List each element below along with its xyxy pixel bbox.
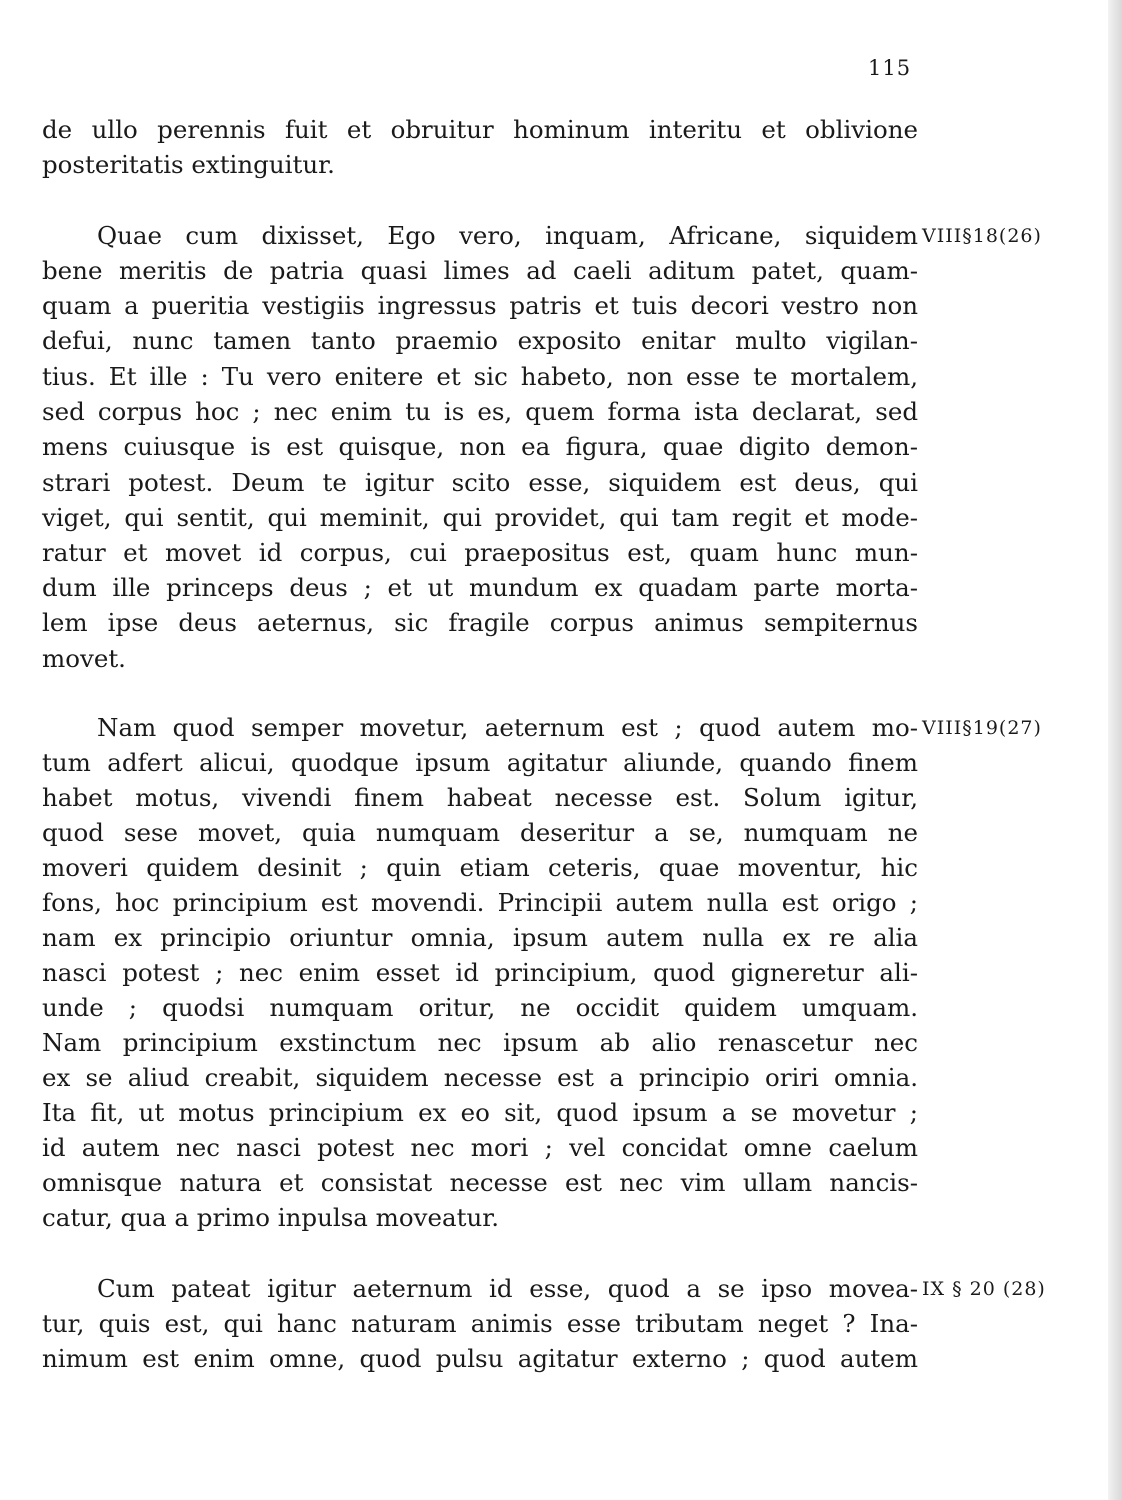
- text-line: nimum est enim omne, quod pulsu agitatur externo ; quod autem: [42, 1344, 918, 1373]
- text-line: lem ipse deus aeternus, sic fragile corpus animus sempiternus: [42, 608, 918, 637]
- text-line: habet motus, vivendi finem habeat necesse est. Solum igitur,: [42, 783, 918, 812]
- text-line: quam a pueritia vestigiis ingressus patris et tuis decori vestro non: [42, 291, 918, 320]
- text-line: unde ; quodsi numquam oritur, ne occidit quidem umquam.: [42, 993, 918, 1022]
- page-number: 115: [868, 56, 912, 80]
- text-line: mens cuiusque is est quisque, non ea figura, quae digito demon-: [42, 432, 918, 461]
- text-line: bene meritis de patria quasi limes ad caeli aditum patet, quam-: [42, 256, 918, 285]
- text-line: strari potest. Deum te igitur scito esse, siquidem est deus, qui: [42, 468, 918, 497]
- margin-section-reference: IX § 20 (28): [922, 1278, 1046, 1300]
- text-line: Ita fit, ut motus principium ex eo sit, quod ipsum a se movetur ;: [42, 1098, 918, 1127]
- text-line: Nam principium exstinctum nec ipsum ab alio renascetur nec: [42, 1028, 918, 1057]
- text-line: movet.: [42, 644, 126, 673]
- text-line: ex se aliud creabit, siquidem necesse est a principio oriri omnia.: [42, 1063, 918, 1092]
- page-edge-shadow: [1108, 0, 1122, 1500]
- text-line: ratur et movet id corpus, cui praepositus est, quam hunc mun-: [42, 538, 918, 567]
- text-line: tum adfert alicui, quodque ipsum agitatur aliunde, quando finem: [42, 748, 918, 777]
- text-line: tius. Et ille : Tu vero enitere et sic habeto, non esse te mortalem,: [42, 362, 918, 391]
- text-line: fons, hoc principium est movendi. Principii autem nulla est origo ;: [42, 888, 918, 917]
- text-line: Cum pateat igitur aeternum id esse, quod a se ipso movea-: [97, 1274, 918, 1303]
- text-line: catur, qua a primo inpulsa moveatur.: [42, 1203, 500, 1232]
- text-line: dum ille princeps deus ; et ut mundum ex quadam parte morta-: [42, 573, 918, 602]
- text-line: posteritatis extinguitur.: [42, 150, 335, 179]
- text-line: tur, quis est, qui hanc naturam animis esse tributam neget ? Ina-: [42, 1309, 918, 1338]
- text-line: Nam quod semper movetur, aeternum est ; quod autem mo-: [97, 713, 918, 742]
- margin-section-reference: VIII§18(26): [922, 225, 1042, 247]
- text-line: omnisque natura et consistat necesse est nec vim ullam nancis-: [42, 1168, 918, 1197]
- margin-section-reference: VIII§19(27): [922, 717, 1042, 739]
- text-line: nasci potest ; nec enim esset id principium, quod gigneretur ali-: [42, 958, 918, 987]
- text-line: de ullo perennis fuit et obruitur hominum interitu et oblivione: [42, 115, 918, 144]
- text-line: moveri quidem desinit ; quin etiam ceteris, quae moventur, hic: [42, 853, 918, 882]
- text-line: Quae cum dixisset, Ego vero, inquam, Africane, siquidem: [97, 221, 918, 250]
- text-line: id autem nec nasci potest nec mori ; vel concidat omne caelum: [42, 1133, 918, 1162]
- text-line: nam ex principio oriuntur omnia, ipsum autem nulla ex re alia: [42, 923, 918, 952]
- text-line: defui, nunc tamen tanto praemio exposito enitar multo vigilan-: [42, 326, 918, 355]
- text-line: quod sese movet, quia numquam deseritur a se, numquam ne: [42, 818, 918, 847]
- text-line: sed corpus hoc ; nec enim tu is es, quem forma ista declarat, sed: [42, 397, 918, 426]
- text-line: viget, qui sentit, qui meminit, qui providet, qui tam regit et mode-: [42, 503, 918, 532]
